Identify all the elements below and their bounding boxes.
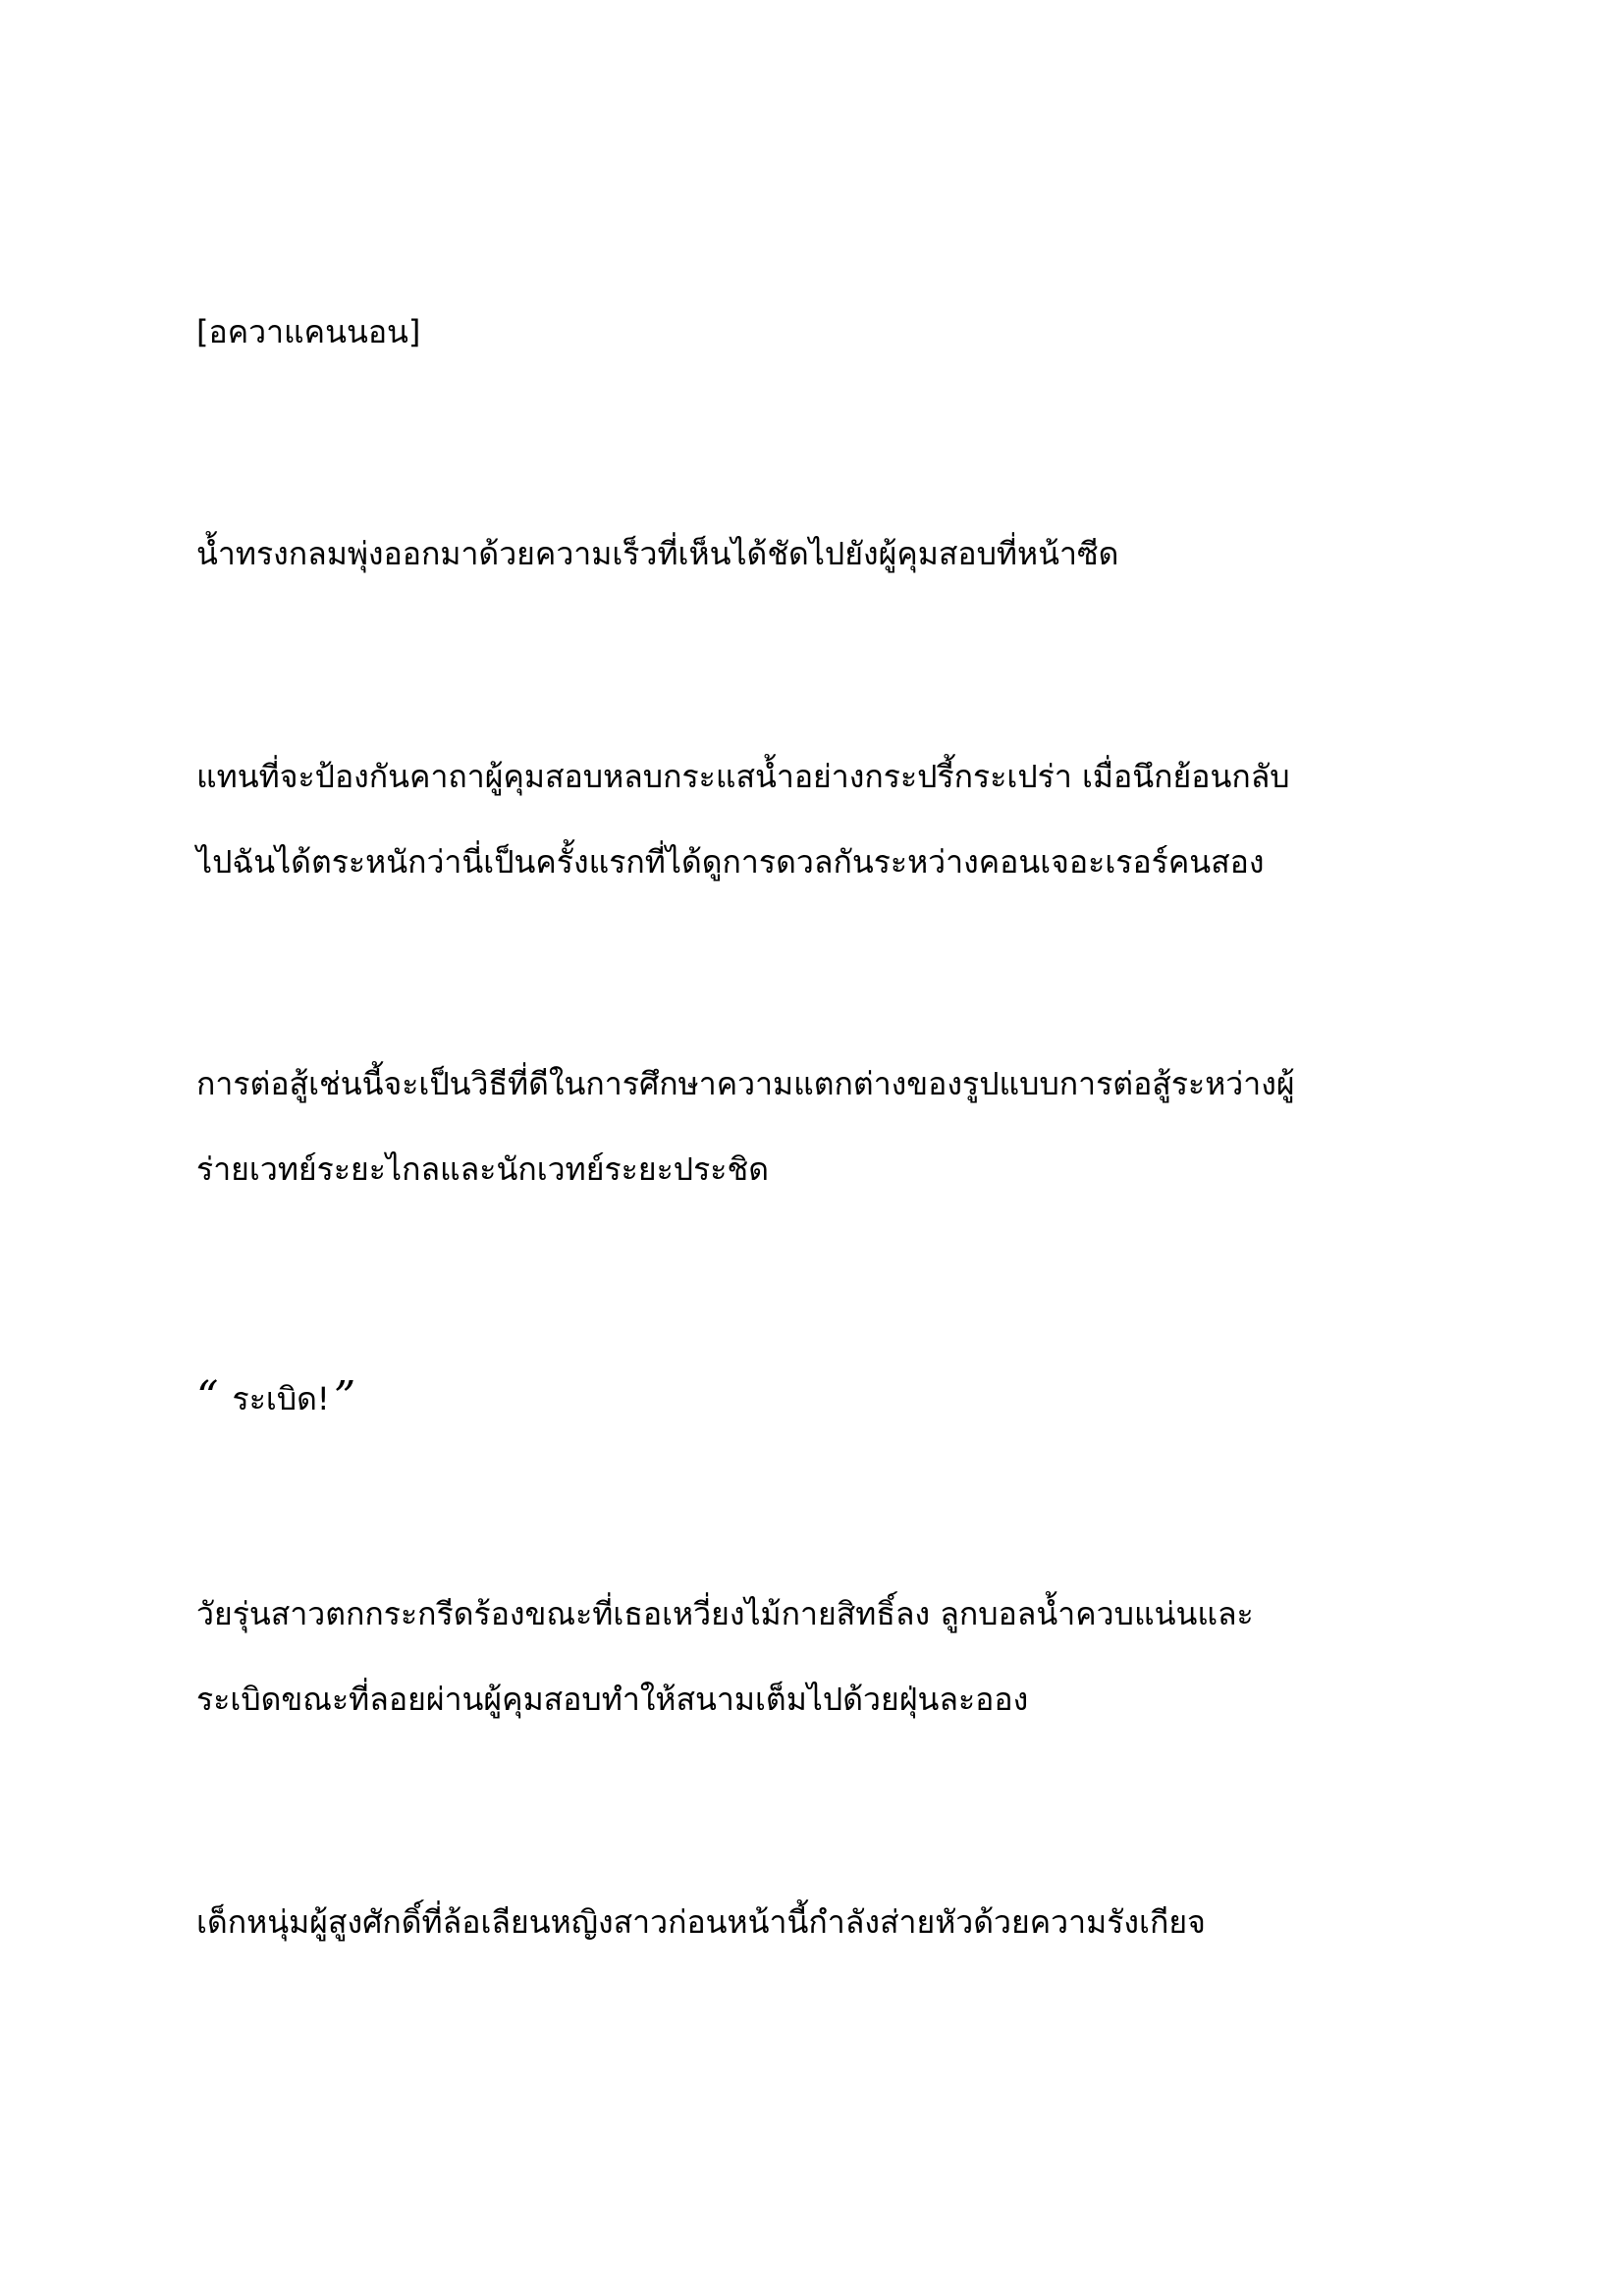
paragraph-2-line-2: ไปฉันได้ตระหนักว่านี่เป็นครั้งแรกที่ได้ดูการดวลกันระหว่างคอนเจอะเรอร์คนสอง xyxy=(196,843,1265,881)
dialogue-line xyxy=(196,1372,356,1422)
paragraph-3-line-2: ร่ายเวทย์ระยะไกลและนักเวทย์ระยะประชิด xyxy=(196,1150,769,1188)
paragraph-4-line-2: ระเบิดขณะที่ลอยผ่านผู้คุมสอบทำให้สนามเต็มไปด้วยฝุ่นละออง xyxy=(196,1681,1029,1718)
open-quote-mark: “ xyxy=(196,1372,219,1422)
paragraph-5-line-1: เด็กหนุ่มผู้สูงศักดิ์ที่ล้อเลียนหญิงสาวก่อนหน้านี้กำลังส่ายหัวด้วยความรังเกียจ xyxy=(196,1903,1206,1941)
paragraph-4-line-1: วัยรุ่นสาวตกกระกรีดร้องขณะที่เธอเหวี่ยงไม้กายสิทธิ์ลง ลูกบอลน้ำควบแน่นและ xyxy=(196,1595,1254,1632)
paragraph-1-line-1: น้ำทรงกลมพุ่งออกมาด้วยความเร็วที่เห็นได้ชัดไปยังผู้คุมสอบที่หน้าซีด xyxy=(196,535,1119,572)
close-quote-mark: ” xyxy=(333,1372,356,1422)
paragraph-3-line-1: การต่อสู้เช่นนี้จะเป็นวิธีที่ดีในการศึกษาความแตกต่างของรูปแบบการต่อสู้ระหว่างผู้ xyxy=(196,1065,1295,1102)
spell-heading: [อควาแคนนอน] xyxy=(196,313,421,350)
dialogue-text: ระเบิด! xyxy=(232,1380,330,1417)
paragraph-2-line-1: แทนที่จะป้องกันคาถาผู้คุมสอบหลบกระแสน้ำอย่างกระปรี้กระเปร่า เมื่อนึกย้อนกลับ xyxy=(196,758,1290,795)
